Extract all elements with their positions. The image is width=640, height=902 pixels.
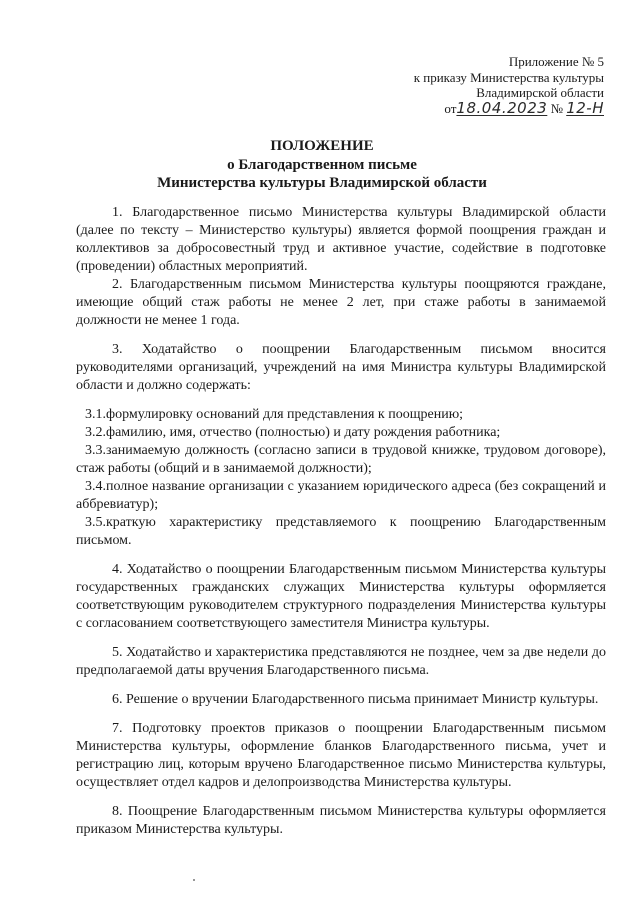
appendix-header <box>344 54 604 116</box>
paragraph-2: 2. Благодарственным письмом Министерства культуры поощряются граждане, имеющие общий стаж работы не менее 2 лет, при стаже работы в занимаемой должности не менее 1 года. <box>76 277 606 328</box>
paragraph-4: 4. Ходатайство о поощрении Благодарственным письмом Министерства культуры государственных гражданских служащих Министерства культуры оформляется соответствующим руководителем структурного подразделения Министерства культуры с согласованием соответствующего заместителя Министра культуры. <box>76 562 606 631</box>
paragraph-6: 6. Решение о вручении Благодарственного письма принимает Министр культуры. <box>112 692 599 707</box>
appendix-date-line <box>344 98 604 117</box>
handwritten-number: 12-Н <box>566 98 604 117</box>
paragraph-3-2: 3.2.фамилию, имя, отчество (полностью) и дату рождения работника; <box>85 425 501 440</box>
appendix-region: Владимирской области <box>476 85 604 100</box>
title-line-1: ПОЛОЖЕНИЕ <box>270 138 374 154</box>
paragraph-3-3: 3.3.занимаемую должность (согласно записи в трудовой книжке, трудовом договоре), стаж работы (общий и в занимаемой должности); <box>76 443 606 476</box>
paragraph-3-5: 3.5.краткую характеристику представляемого к поощрению Благодарственным письмом. <box>76 515 606 548</box>
paragraph-5: 5. Ходатайство и характеристика представляются не позднее, чем за две недели до предполагаемой даты вручения Благодарственного письма. <box>76 645 606 678</box>
appendix-order-ref: к приказу Министерства культуры <box>413 69 604 85</box>
appendix-number: Приложение № 5 <box>508 54 604 69</box>
document-body <box>76 204 606 839</box>
paragraph-1: 1. Благодарственное письмо Министерства культуры Владимирской области (далее по тексту – Министерство культуры) является формой поощрения граждан и коллективов за добросовестный труд и активное участие, содействие в подготовке (проведении) областных мероприятий. <box>76 205 606 274</box>
document-title <box>40 137 604 193</box>
paragraph-8: 8. Поощрение Благодарственным письмом Министерства культуры оформляется приказом Министерства культуры. <box>76 804 606 837</box>
title-line-3: Министерства культуры Владимирской области <box>157 175 487 191</box>
title-line-2: о Благодарственном письме <box>227 156 417 173</box>
date-prefix: от <box>444 100 457 116</box>
paragraph-3: 3. Ходатайство о поощрении Благодарственным письмом вносится руководителями организаций, учреждений на имя Министра культуры Владимирской области и должно содержать: <box>76 342 606 393</box>
paragraph-3-4: 3.4.полное название организации с указанием юридического адреса (без сокращений и аббревиатур); <box>76 479 606 512</box>
paragraph-7: 7. Подготовку проектов приказов о поощрении Благодарственным письмом Министерства культуры, оформление бланков Благодарственного письма, учет и регистрацию лиц, которым вручено Благодарственное письмо Министерства культуры, осуществляет отдел кадров и делопроизводства Министерства культуры. <box>76 721 606 790</box>
handwritten-date: 18.04.2023 <box>456 98 548 117</box>
paragraph-3-1: 3.1.формулировку оснований для представления к поощрению; <box>85 407 464 422</box>
scan-speck <box>193 879 195 881</box>
number-prefix: № <box>550 100 563 116</box>
